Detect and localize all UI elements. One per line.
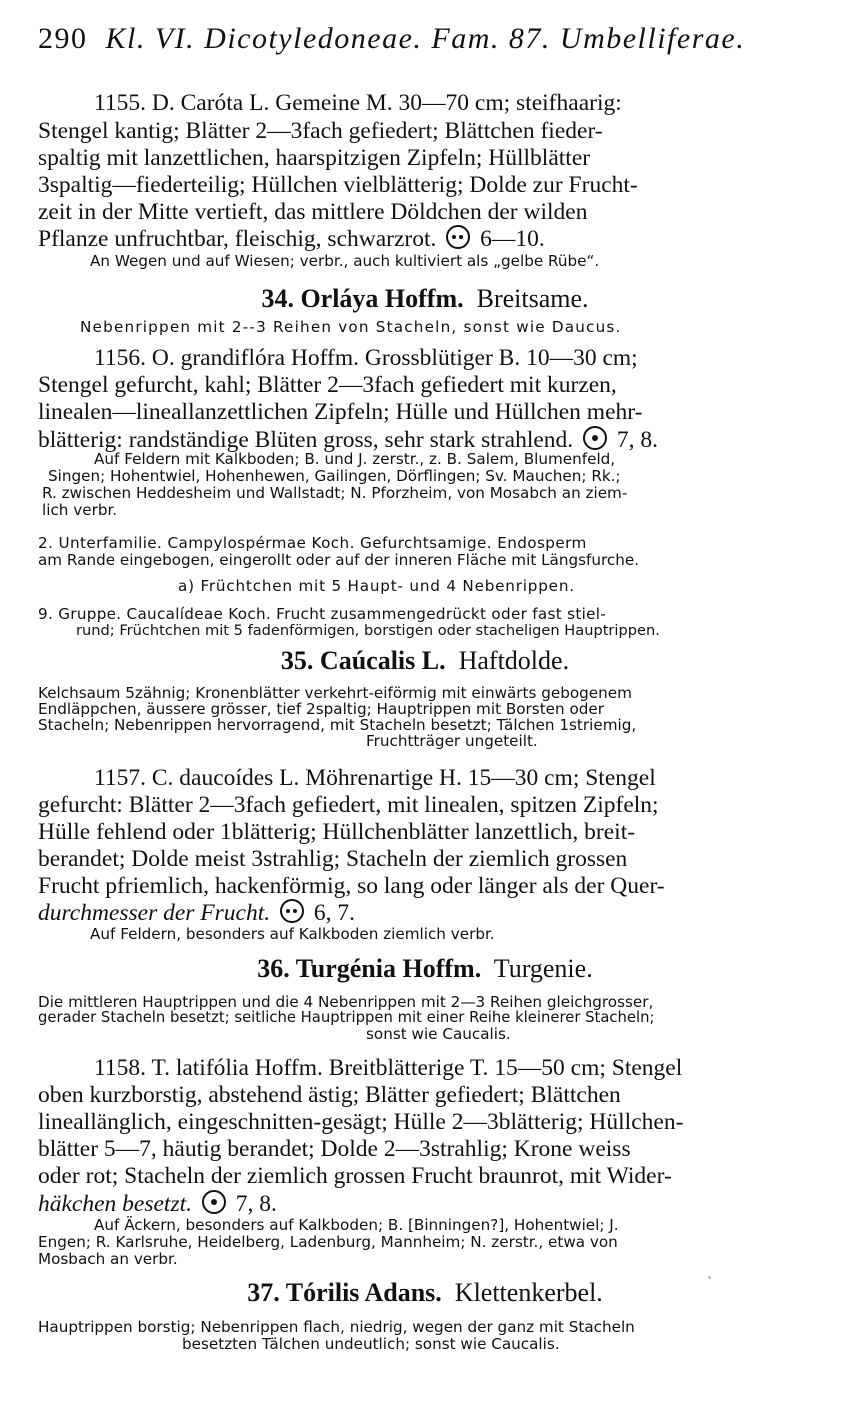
genus-common-name: Breitsame. [476,284,589,313]
species-line: lineallänglich, eingeschnitten-gesägt; Hülle 2—3blätterig; Hüllchen- [38,1109,684,1135]
species-line-last: durchmesser der Frucht. 6, 7. [38,900,356,926]
genus-heading [0,1278,850,1308]
genus-common-name: Haftdolde. [458,646,570,675]
genus-title: 34. Orláya Hoffm. [261,284,464,313]
genus-common-name: Turgenie. [493,954,593,983]
species-line: linealen—lineallanzettlichen Zipfeln; Hülle und Hüllchen mehr- [38,399,643,425]
annual-symbol-icon [583,426,607,450]
species-line: spaltig mit lanzettlichen, haarspitzigen Zipfeln; Hüllblätter [38,145,591,171]
species-line: 1156. O. grandiflóra Hoffm. Grossblütiger B. 10—30 cm; [94,345,638,371]
species-line: 1158. T. latifólia Hoffm. Breitblätterige T. 15—50 cm; Stengel [94,1055,683,1081]
species-line: oben kurzborstig, abstehend ästig; Blätter gefiedert; Blättchen [38,1082,621,1108]
species-line: zeit in der Mitte vertieft, das mittlere Döldchen der wilden [38,199,588,225]
species-line: 1155. D. Caróta L. Gemeine M. 30—70 cm; steifhaarig: [94,90,622,116]
species-line: berandet; Dolde meist 3strahlig; Stacheln der ziemlich grossen [38,846,628,872]
species-line: Hülle fehlend oder 1blätterig; Hüllchenblätter lanzettlich, breit- [38,819,636,845]
genus-title: 35. Caúcalis L. [280,646,446,675]
species-line-last: häkchen besetzt. 7, 8. [38,1191,277,1217]
species-line: oder rot; Stacheln der ziemlich grossen Frucht braunrot, mit Wider- [38,1163,672,1189]
species-line: gefurcht: Blätter 2—3fach gefiedert, mit linealen, spitzen Zipfeln; [38,792,659,818]
biennial-symbol-icon [280,899,304,923]
genus-common-name: Klettenkerbel. [454,1278,603,1307]
species-line-last: blätterig: randständige Blüten gross, sehr stark strahlend. 7, 8. [38,427,659,453]
species-line: 3spaltig—fiederteilig; Hüllchen vielblätterig; Dolde zur Frucht- [38,172,638,198]
biennial-symbol-icon [446,225,470,249]
species-line: blätter 5—7, häutig berandet; Dolde 2—3strahlig; Krone weiss [38,1136,631,1162]
species-1155 [38,90,818,260]
book-page: 290 Kl. VI. Dicotyledoneae. Fam. 87. Umbelliferae. 1155. D. Caróta L. Gemeine M. 30—70 cm; steifhaarig: Stengel kantig; Blätter 2—3fach gefiedert; Blättchen fieder- spaltig mit lanzettlichen, haarspitzigen Zipfeln; Hüllblätter 3spaltig—fiederteilig; Hüllchen vielblätterig; Dolde zur Frucht- zeit in der Mitte vertieft, das mittlere Döldchen der wilden Pflanze unfruchtbar, fleischig, schwarzrot. 6—10. An Wegen und auf Wiesen; verbr., auch kultiviert als „gelbe Rübe“. 34. Orláya Hoffm. Breitsame. Nebenrippen mit 2--3 Reihen von Stacheln, sonst wie Daucus. 1156. O. grandiflóra Hoffm. Grossblütiger B. 10—30 cm; Stengel gefurcht, kahl; Blätter 2—3fach gefiedert mit kurzen, linealen—lineallanzettlichen Zipfeln; Hülle und Hüllchen mehr- blätterig: randständige Blüten gross, sehr stark strahlend. 7, 8. Auf Feldern mit Kalkboden; B. und J. zerstr., z. B. Salem, Blumenfeld, Singen; Hohentwiel, Hohenhewen, Gailingen, Dörflingen; Sv. Mauchen; Rk.; R. zwischen Heddesheim und Wallstadt; N. Pforzheim, von Mosabch an ziem- lich verbr. 2. Unterfamilie. Campylospérmae Koch. Gefurchtsamige. Endosperm am Rande eingebogen, eingerollt oder auf der inneren Fläche mit Längsfurche. a) Früchtchen mit 5 Haupt- und 4 Nebenrippen. 9. Gruppe. Caucalídeae Koch. Frucht zusammengedrückt oder fast stiel- rund; Früchtchen mit 5 fadenförmigen, borstigen oder stacheligen Hauptrippen. 35. Caúcalis L. Haftdolde. Kelchsaum 5zähnig; Kronenblätter verkehrt-eiförmig mit einwärts gebogenem Endläppchen, äussere grösser, tief 2spaltig; Hauptrippen mit Borsten oder Stacheln; Nebenrippen hervorragend, mit Stacheln besetzt; Tälchen 1striemig, Fruchtträger ungeteilt. 1157. C. daucoídes L. Möhrenartige H. 15—30 cm; Stengel gefurcht: Blätter 2—3fach gefiedert, mit linealen, spitzen Zipfeln; Hülle fehlend oder 1blätterig; Hüllchenblätter lanzettlich, breit- berandet; Dolde meist 3strahlig; Stacheln der ziemlich grossen Frucht pfriemlich, hackenförmig, so lang oder länger als der Quer- durchmesser der Frucht. 6, 7. Auf Feldern, besonders auf Kalkboden ziemlich verbr. 36. Turgénia Hoffm. Turgenie. Die mittleren Hauptrippen und die 4 Nebenrippen mit 2—3 Reihen gleichgrosser, gerader Stacheln besetzt; seitliche Hauptrippen mit einer Reihe kleinerer Stacheln; sonst wie Caucalis. 1158. T. latifólia Hoffm. Breitblätterige T. 15—50 cm; Stengel oben kurzborstig, abstehend ästig; Blätter gefiedert; Blättchen lineallänglich, eingeschnitten-gesägt; Hülle 2—3blätterig; Hüllchen- blätter 5—7, häutig berandet; Dolde 2—3strahlig; Krone weiss oder rot; Stacheln der ziemlich grossen Frucht braunrot, mit Wider- häkchen besetzt. 7, 8. Auf Äckern, besonders auf Kalkboden; B. [Binningen?], Hohentwiel; J. Engen; R. Karlsruhe, Heidelberg, Ladenburg, Mannheim; N. zerstr., etwa von Mosbach an verbr. 37. Tórilis Adans. Klettenkerbel. Hauptrippen borstig; Nebenrippen flach, niedrig, wegen der ganz mit Stacheln besetzten Tälchen undeutlich; sonst wie Caucalis. [0,0,850,1412]
paper-speck [708,1276,711,1279]
genus-heading [0,646,850,676]
species-line-last: Pflanze unfruchtbar, fleischig, schwarzrot. 6—10. [38,226,545,252]
running-header [38,22,828,66]
species-line: Stengel kantig; Blätter 2—3fach gefiedert; Blättchen fieder- [38,118,603,144]
genus-title: 37. Tórilis Adans. [247,1278,442,1307]
annual-symbol-icon [202,1190,226,1214]
genus-title: 36. Turgénia Hoffm. [257,954,482,983]
genus-heading [0,284,850,314]
header-title: Kl. VI. Dicotyledoneae. Fam. 87. Umbelliferae. [105,22,746,55]
species-line: Frucht pfriemlich, hackenförmig, so lang oder länger als der Quer- [38,873,665,899]
species-line: 1157. C. daucoídes L. Möhrenartige H. 15—30 cm; Stengel [94,765,656,791]
page-number: 290 [38,22,88,55]
species-line: Stengel gefurcht, kahl; Blätter 2—3fach gefiedert mit kurzen, [38,372,617,398]
genus-heading [0,954,850,984]
